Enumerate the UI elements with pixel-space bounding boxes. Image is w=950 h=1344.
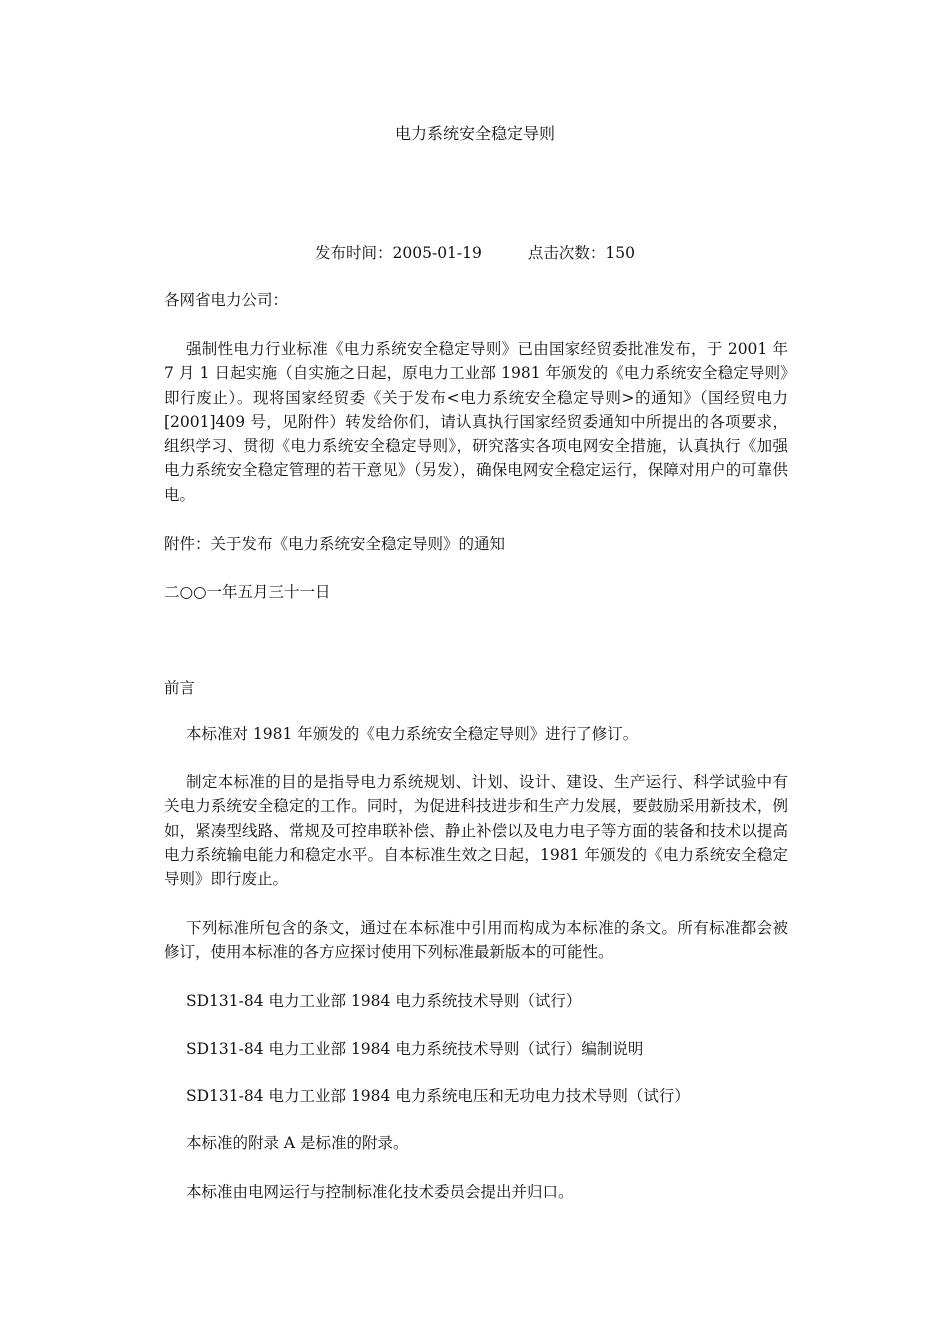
preface-paragraph-1: 本标准对 1981 年颁发的《电力系统安全稳定导则》进行了修订。: [186, 725, 639, 743]
preface-paragraph-2: 制定本标准的目的是指导电力系统规划、计划、设计、建设、生产运行、科学试验中有关电力系统安全稳定的工作。同时，为促进科技进步和生产力发展，要鼓励采用新技术，例如，紧凑型线路、常规及可控串联补偿、静止补偿以及电力电子等方面的装备和技术以提高电力系统输电能力和稳定水平。自本标准生效之日起，1981 年颁发的《电力系统安全稳定导则》即行废止。: [164, 773, 788, 889]
addressee: 各网省电力公司：: [164, 291, 289, 309]
appendix-note: 本标准的附录 A 是标准的附录。: [186, 1134, 409, 1152]
document-title: 电力系统安全稳定导则: [394, 124, 555, 143]
notice-paragraph: 强制性电力行业标准《电力系统安全稳定导则》已由国家经贸委批准发布，于 2001 年 7 月 1 日起实施（自实施之日起，原电力工业部 1981 年颁发的《电力系统安全稳定导则》即行废止）。现将国家经贸委《关于发布<电力系统安全稳定导则>的通知》（国经贸电力[2001]409 号，见附件）转发给你们，请认真执行国家经贸委通知中所提出的各项要求，组织学习、贯彻《电力系统安全稳定导则》，研究落实各项电网安全措施，认真执行《加强电力系统安全稳定管理的若干意见》（另发），确保电网安全稳定运行，保障对用户的可靠供电。: [164, 340, 788, 504]
clicks-label: 点击次数：: [527, 244, 606, 262]
publish-date: 2005-01-19: [392, 244, 482, 262]
publish-label: 发布时间：: [315, 244, 393, 262]
preface-heading: 前言: [164, 679, 196, 697]
notice-date: 二○○一年五月三十一日: [164, 583, 331, 601]
clicks-count: 150: [605, 244, 635, 262]
publish-meta: [0, 241, 950, 263]
reference-standard-3: SD131-84 电力工业部 1984 电力系统电压和无功电力技术导则（试行）: [186, 1087, 690, 1105]
reference-standard-1: SD131-84 电力工业部 1984 电力系统技术导则（试行）: [186, 992, 582, 1010]
proposer-note: 本标准由电网运行与控制标准化技术委员会提出并归口。: [186, 1183, 574, 1201]
reference-standard-2: SD131-84 电力工业部 1984 电力系统技术导则（试行）编制说明: [186, 1040, 644, 1058]
preface-paragraph-3: 下列标准所包含的条文，通过在本标准中引用而构成为本标准的条文。所有标准都会被修订，使用本标准的各方应探讨使用下列标准最新版本的可能性。: [164, 919, 788, 962]
attachment-line: 附件：关于发布《电力系统安全稳定导则》的通知: [164, 535, 506, 553]
